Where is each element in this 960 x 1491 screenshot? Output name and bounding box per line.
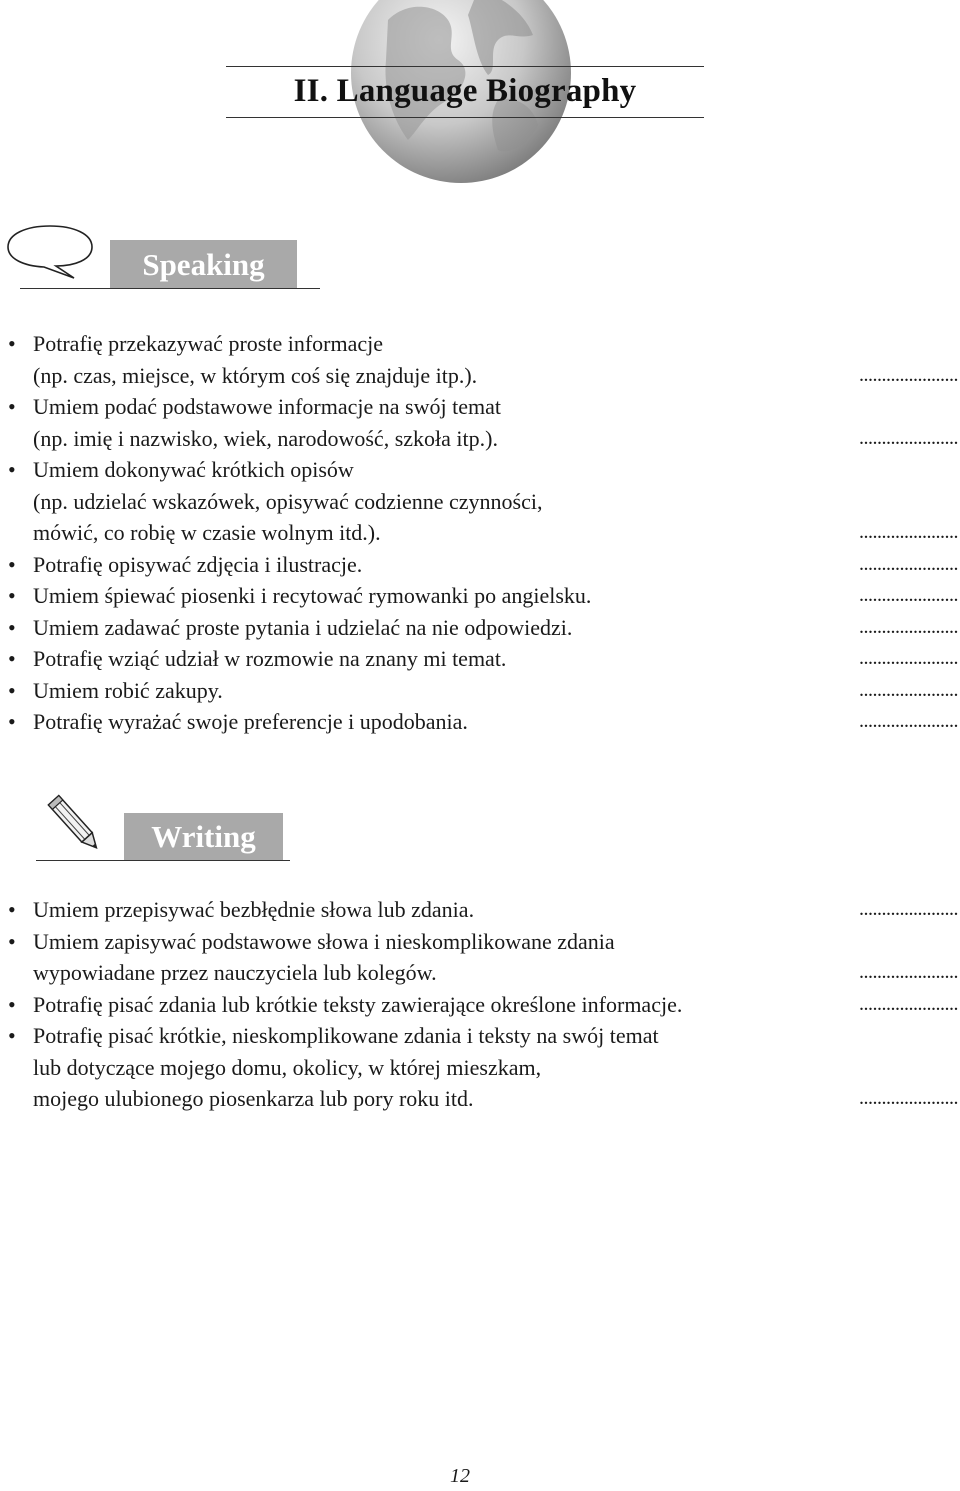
bullet: • [8,614,16,640]
bullet: • [8,1023,16,1048]
list-item-text: Umiem śpiewać piosenki i recytować rymowanki po angielsku. [33,583,592,608]
list-item [0,454,960,549]
bullet: • [8,991,16,1017]
list-item [0,706,960,738]
list-item-text: (np. imię i nazwisko, wiek, narodowość, szkoła itp.). [33,425,498,451]
bullet: • [8,583,16,608]
list-item-text: mojego ulubionego piosenkarza lub pory roku itd. [33,1086,474,1111]
list-item [0,612,960,644]
answer-dotted-line[interactable]: ...................... [859,521,958,543]
list-item-text: (np. czas, miejsce, w którym coś się znajduje itp.). [33,362,478,388]
answer-dotted-line[interactable]: ...................... [859,710,958,732]
list-item-text: Potrafię wziąć udział w rozmowie na znany mi temat. [33,646,507,671]
bullet: • [8,331,16,356]
bullet: • [8,551,16,577]
bullet: • [8,709,16,734]
bullet: • [8,677,16,703]
answer-dotted-line[interactable]: ...................... [859,992,958,1015]
bullet: • [8,394,16,419]
page-title: II. Language Biography [293,73,637,109]
list-item [0,391,960,454]
writing-list [0,894,960,1115]
list-item [0,580,960,612]
list-item [0,328,960,391]
list-item [0,989,960,1021]
list-item [0,549,960,581]
list-item [0,643,960,675]
answer-dotted-line[interactable]: ...................... [859,1087,958,1109]
list-item-text: Potrafię pisać zdania lub krótkie teksty zawierające określone informacje. [33,991,683,1017]
bullet: • [8,928,16,954]
list-item-text: Potrafię przekazywać proste informacje [33,331,383,356]
list-item-text: mówić, co robię w czasie wolnym itd.). [33,520,381,545]
list-item-text: Umiem zadawać proste pytania i udzielać na nie odpowiedzi. [33,614,573,640]
bullet: • [8,897,16,922]
speaking-list [0,328,960,738]
list-item-text: Umiem robić zakupy. [33,677,223,703]
answer-dotted-line[interactable]: ...................... [859,363,958,386]
answer-dotted-line[interactable]: ...................... [859,647,958,669]
pencil-icon [40,790,110,858]
section-label-writing: Writing [124,813,283,860]
list-item [0,1020,960,1115]
page-number: 12 [450,1465,470,1487]
list-item-text: Potrafię wyrażać swoje preferencje i upodobania. [33,709,468,734]
speech-bubble-icon [4,222,96,280]
list-item-text: Umiem dokonywać krótkich opisów [33,457,354,482]
section-underline [36,860,290,861]
list-item-text: Umiem przepisywać bezbłędnie słowa lub zdania. [33,897,475,922]
list-item-text: Potrafię opisywać zdjęcia i ilustracje. [33,551,363,577]
section-label-speaking: Speaking [110,240,297,289]
answer-dotted-line[interactable]: ...................... [859,961,958,983]
list-item [0,926,960,989]
list-item-text: Potrafię pisać krótkie, nieskomplikowane zdania i teksty na swój temat [33,1023,659,1048]
answer-dotted-line[interactable]: ...................... [859,898,958,920]
list-item-text: wypowiadane przez nauczyciela lub kolegów. [33,960,437,985]
list-item-text: Umiem podać podstawowe informacje na swój temat [33,394,501,419]
list-item [0,894,960,926]
answer-dotted-line[interactable]: ...................... [859,678,958,701]
bullet: • [8,457,16,482]
answer-dotted-line[interactable]: ...................... [859,615,958,638]
section-underline [20,288,320,289]
answer-dotted-line[interactable]: ...................... [859,552,958,575]
list-item [0,675,960,707]
list-item-text: (np. udzielać wskazówek, opisywać codzienne czynności, [33,488,543,514]
bullet: • [8,646,16,671]
answer-dotted-line[interactable]: ...................... [859,584,958,606]
list-item-text: Umiem zapisywać podstawowe słowa i nieskomplikowane zdania [33,928,615,954]
list-item-text: lub dotyczące mojego domu, okolicy, w której mieszkam, [33,1054,542,1080]
answer-dotted-line[interactable]: ...................... [859,426,958,449]
